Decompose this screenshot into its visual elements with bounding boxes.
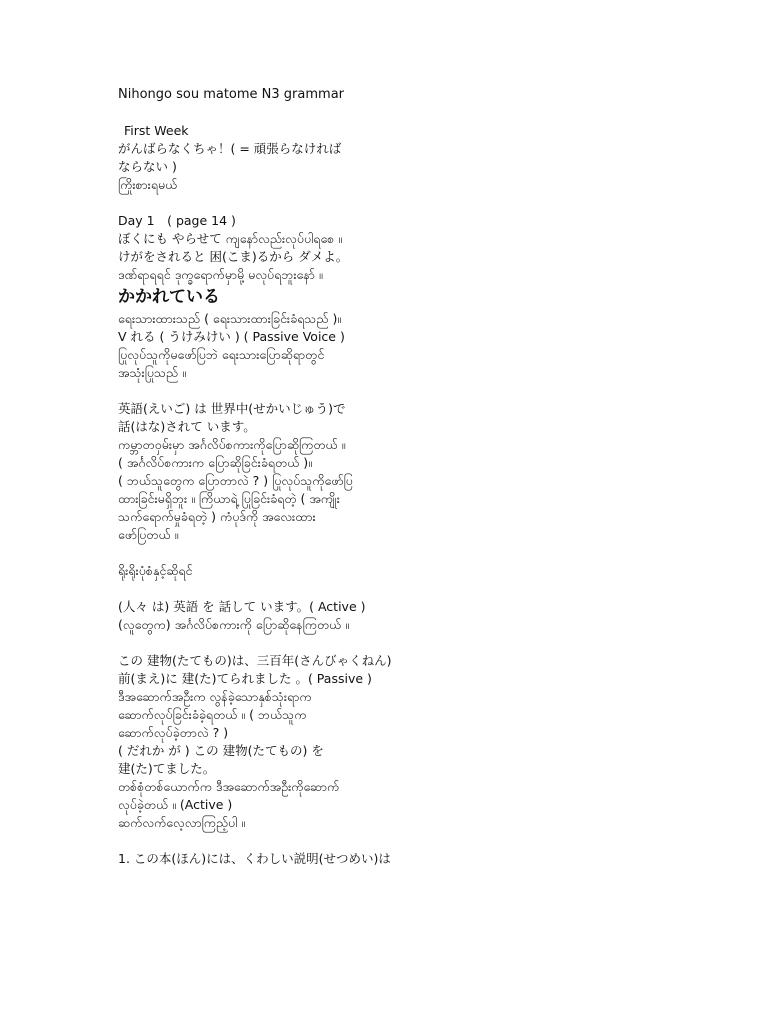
example-line: 前(まえ)に 建(た)てられました 。( Passive ) [118,671,372,686]
explanation-line: အသုံးပြုသည် ။ [118,365,186,380]
example-line: တစ်စုံတစ်ယောက်က ဒီအဆောက်အဦးကိုဆောက် [118,779,340,794]
spacer [118,580,448,598]
example-line: လုပ်ခဲ့တယ် ။ (Active ) [118,797,233,812]
intro-line: がんばらなくちゃ！( = 頑張らなければ [118,141,342,156]
example-line: ဒဏ်ရာရရင် ဒုက္ခရောက်မှာမို့ မလုပ်ရဘူးနော် ။ [118,267,323,282]
example-line: ဆောက်လုပ်ခြင်းခံခဲ့ရတယ် ။ ( ဘယ်သူက [118,707,307,722]
example-line: 建(た)てました。 [118,761,216,776]
explanation-line: ပြုလုပ်သူကိုမဖော်ပြဘဲ ရေးသားပြောဆိုရာတွင် [118,347,325,362]
example-line: ဆက်လက်လေ့လာကြည့်ပါ ။ [118,815,246,830]
intro-line: ならない ) [118,159,177,174]
section-heading: かかれている [118,287,220,307]
spacer [118,544,448,562]
day-label: Day 1 ( page 14 ) [118,213,236,228]
spacer [118,104,448,122]
example-line: この 建物(たてもの)は、三百年(さんびゃくねん) [118,653,392,668]
document-title: Nihongo sou matome N3 grammar [118,87,345,102]
document-page [118,86,448,868]
spacer [118,194,448,212]
example-line: 英語(えいご) は 世界中(せかいじゅう)で [118,401,346,416]
example-line: သက်ရောက်မှုခံရတဲ့ ) ကံပုဒ်ကို အလေးထား [118,509,316,524]
example-line: ဖော်ပြတယ် ။ [118,527,179,542]
example-line: ( ဘယ်သူတွေက ပြောတာလဲ ? ) ပြုလုပ်သူကိုဖော်ပြ [118,473,353,488]
example-line: ( だれか が ) この 建物(たてもの) を [118,743,324,758]
explanation-line: ရေးသားထားသည် ( ရေးသားထားခြင်းခံရသည် )။ [118,311,342,326]
example-line: ထားခြင်းမရှိဘူး ။ ကြိယာရဲ့ ပြုခြင်းခံရတဲ့ ( အကျိုး [118,491,340,506]
week-label: First Week [124,123,189,138]
example-line: ဆောက်လုပ်ခဲ့တာလဲ ? ) [118,725,229,740]
example-line: けがをされると 困(こま)るから ダメよ。 [118,249,349,264]
explanation-line: V れる ( うけみけい ) ( Passive Voice ) [118,329,345,344]
example-line: (လူတွေက) အင်္ဂလိပ်စကားကို ပြောဆိုနေကြတယ် ။ [118,617,350,632]
example-line: ဒီအဆောက်အဦးက လွန်ခဲ့သောနှစ်သုံးရာက [118,689,312,704]
example-line: 話(はな)されて います。 [118,419,256,434]
intro-line: ကြိုးစားရမယ် [118,177,178,192]
spacer [118,382,448,400]
spacer [118,832,448,850]
example-line: (人々 は) 英語 を 話して います。( Active ) [118,599,366,614]
example-line: ぼくにも やらせて ကျနော်လည်းလုပ်ပါရစေ ။ [118,231,343,246]
example-line: ကမ္ဘာတဝှမ်းမှာ အင်္ဂလိပ်စကားကိုပြောဆိုကြတယ် ။ [118,437,346,452]
spacer [118,634,448,652]
example-line: ( အင်္ဂလိပ်စကားက ပြောဆိုခြင်းခံရတယ် )။ [118,455,312,470]
compare-label: ရိုးရိုးပုံစံနှင့်ဆိုရင် [118,563,193,578]
exercise-line: 1. この本(ほん)には、くわしい説明(せつめい)は [118,851,391,866]
